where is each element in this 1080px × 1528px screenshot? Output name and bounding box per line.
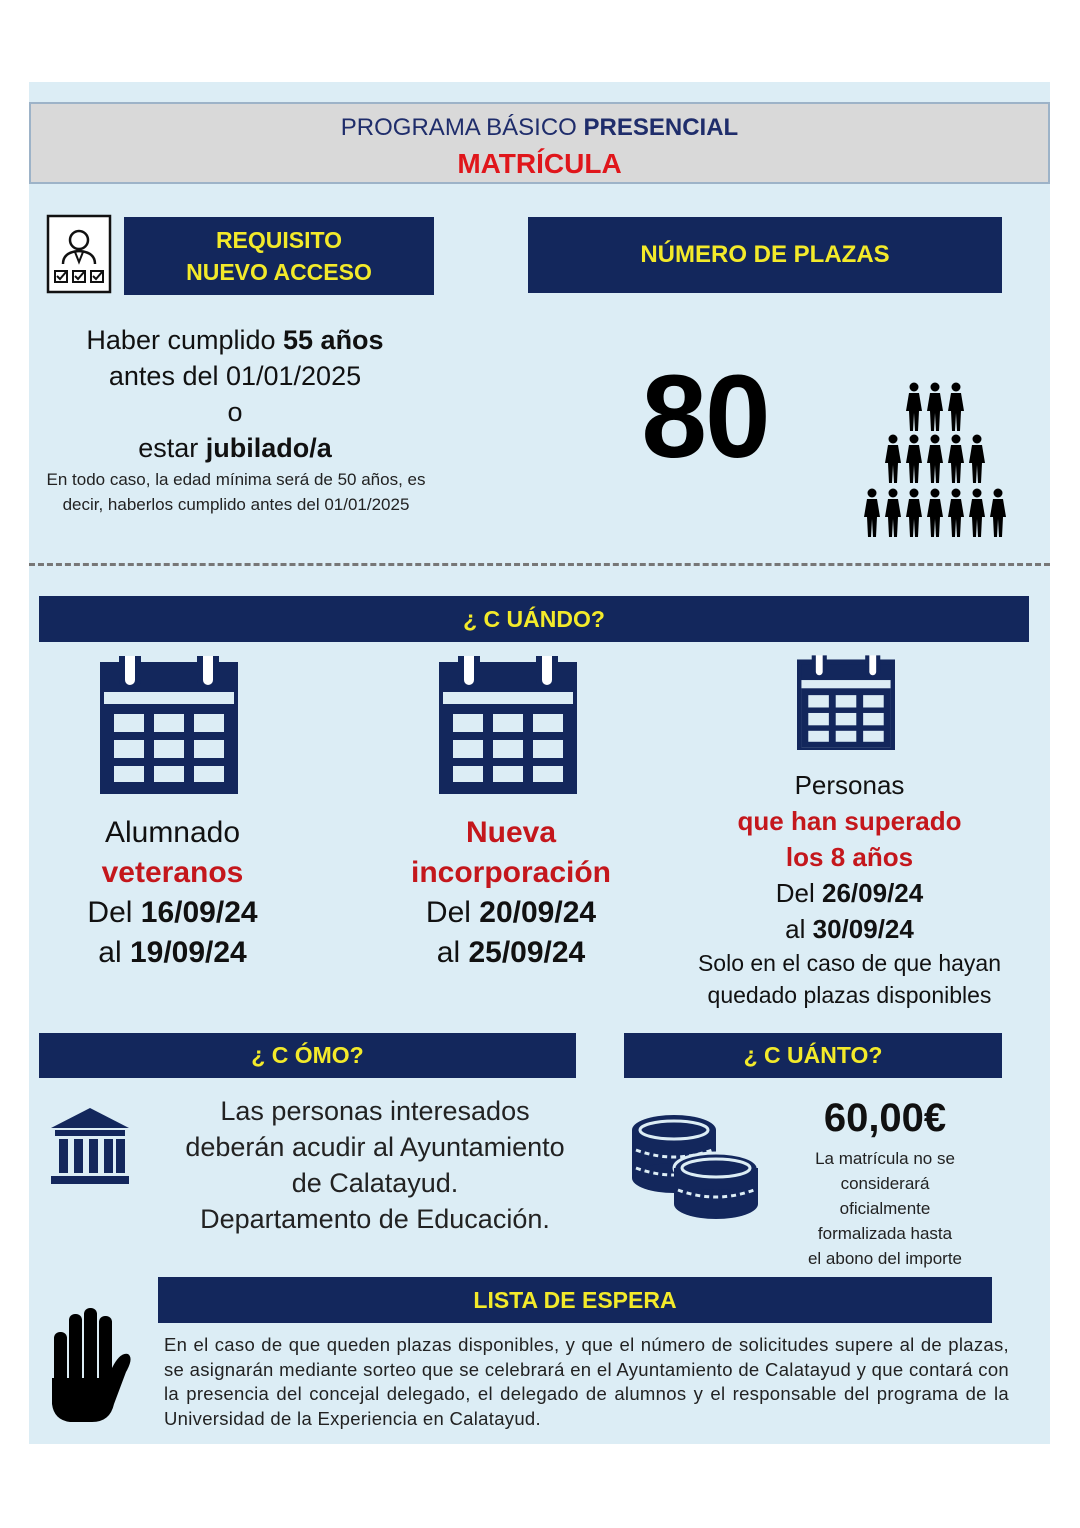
como-text: Las personas interesados deberán acudir al Ayuntamiento de Calatayud. Departamento de Educación. bbox=[185, 1096, 565, 1234]
person-figure bbox=[969, 489, 985, 538]
candidate-checklist-icon bbox=[46, 214, 112, 294]
person-figure bbox=[927, 489, 943, 538]
person-figure bbox=[864, 489, 880, 538]
requisito-text: Haber cumplido 55 años antes del 01/01/2025 o estar jubilado/a bbox=[86, 325, 384, 463]
cuando-nueva: Nueva incorporación Del 20/09/24 al 25/09/24 bbox=[410, 816, 612, 969]
section-divider bbox=[29, 563, 1050, 566]
person-figure bbox=[948, 435, 964, 484]
program-title: PROGRAMA BÁSICO PRESENCIAL bbox=[340, 114, 739, 141]
person-figure bbox=[927, 383, 943, 432]
person-figure bbox=[885, 435, 901, 484]
cuanto-label: ¿ C UÁNTO? bbox=[624, 1033, 1002, 1078]
cuanto-note: La matrícula no se considerará oficialmente formalizada hasta el abono del importe bbox=[807, 1149, 963, 1268]
requisito-note: En todo caso, la edad mínima será de 50 años, es decir, haberlos cumplido antes del 01/01/2025 bbox=[46, 470, 426, 514]
coins-icon bbox=[632, 1112, 762, 1224]
calendar-icon bbox=[100, 654, 238, 794]
cuando-veteranos: Alumnado veteranos Del 16/09/24 al 19/09/24 bbox=[87, 816, 258, 969]
espera-text: En el caso de que queden plazas disponibles, y que el número de solicitudes supere al de plazas, se asignarán mediante sorteo que se celebrará en el Ayuntamiento de Calatayud y que contará con la presencia del concejal delegado, el delegado de alumnos y el responsable del programa de la Universidad de la Experiencia en Calatayud. bbox=[164, 1334, 1009, 1429]
person-figure bbox=[927, 435, 943, 484]
requisito-label bbox=[124, 217, 434, 295]
plazas-value: 80 bbox=[641, 351, 769, 483]
person-figure bbox=[885, 489, 901, 538]
cuando-superado: Personas que han superado los 8 años Del 26/09/24 al 30/09/24 Solo en el caso de que hayan quedado plazas disponibles bbox=[697, 770, 1002, 1008]
requisito-label-line1: REQUISITO bbox=[215, 227, 343, 253]
person-figure bbox=[906, 489, 922, 538]
person-figure bbox=[990, 489, 1006, 538]
person-figure bbox=[948, 489, 964, 538]
town-hall-icon bbox=[49, 1106, 131, 1186]
person-figure bbox=[906, 383, 922, 432]
plazas-label: NÚMERO DE PLAZAS bbox=[528, 217, 1002, 293]
person-figure bbox=[906, 435, 922, 484]
person-figure bbox=[969, 435, 985, 484]
header-bar bbox=[29, 102, 1050, 184]
page-title: MATRÍCULA bbox=[457, 148, 622, 179]
cuando-label: ¿ C UÁNDO? bbox=[39, 596, 1029, 642]
requisito-label-line2: NUEVO ACCESO bbox=[186, 259, 372, 285]
como-label: ¿ C ÓMO? bbox=[39, 1033, 576, 1078]
espera-label: LISTA DE ESPERA bbox=[158, 1277, 992, 1323]
calendar-icon bbox=[797, 654, 895, 750]
people-group-icon bbox=[858, 375, 1012, 547]
calendar-icon bbox=[439, 654, 577, 794]
person-figure bbox=[948, 383, 964, 432]
stop-hand-icon bbox=[48, 1308, 132, 1424]
cuanto-price: 60,00€ bbox=[823, 1096, 947, 1140]
